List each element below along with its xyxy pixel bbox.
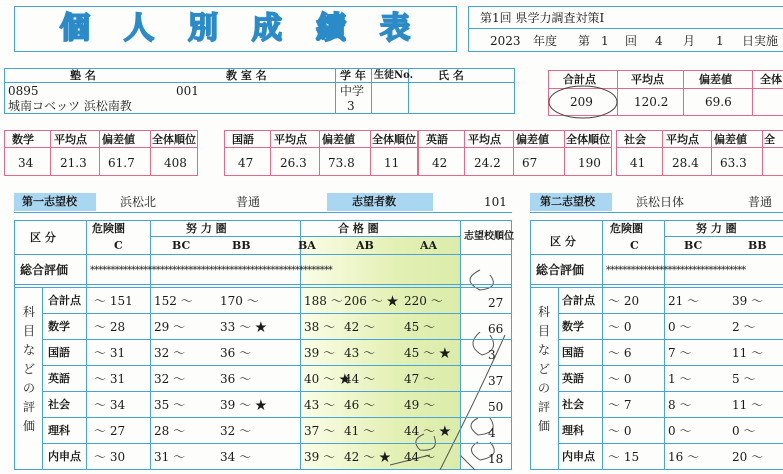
- choice1-bc-header: BC: [172, 239, 191, 252]
- choice1-cell-aa: 45 ～ ★: [404, 346, 451, 360]
- subject-rank: 11: [384, 156, 400, 170]
- choice2-row-name: 国語: [562, 346, 584, 359]
- subject-dev: 67: [522, 156, 538, 170]
- choice2-overall-label: 総合評価: [536, 263, 585, 277]
- choice1-cell-c: ～ 31: [94, 372, 126, 386]
- subject-name: 数学: [12, 133, 34, 146]
- subject-dev-header: 偏差値: [516, 133, 549, 146]
- test-name: 第1回 県学力調査対策Ⅰ: [480, 11, 605, 25]
- test-month: 4: [655, 34, 663, 48]
- choice1-cell-bc: 28 ～: [154, 424, 186, 438]
- test-day: 1: [716, 34, 724, 48]
- subject-avg: 24.2: [474, 156, 501, 170]
- choice1-rank-header: 志望校順位: [464, 231, 514, 242]
- subject-name: 英語: [426, 133, 448, 146]
- summary-avg-header: 平均点: [631, 73, 664, 86]
- subject-rank-header: 全: [764, 133, 775, 146]
- choice2-effort-header: 努 力 圏: [696, 222, 737, 235]
- choice1-cell-bc: 152 ～: [154, 294, 193, 308]
- student-room-header: 教 室 名: [226, 69, 267, 82]
- choice1-c-header: C: [114, 239, 123, 252]
- choice2-danger-header: 危険圏: [610, 222, 643, 235]
- choice1-cell-c: ～ 30: [94, 450, 126, 464]
- choice2-side-char: 目: [538, 324, 551, 338]
- choice2-side-char: ど: [538, 362, 551, 376]
- choice1-side-char: 評: [23, 400, 36, 414]
- choice1-cell-ba: 188 ～: [304, 294, 343, 308]
- subject-avg: 21.3: [60, 156, 87, 170]
- choice1-side-char: 目: [23, 324, 36, 338]
- choice2-cell-bc: 0 ～: [668, 424, 692, 438]
- choice1-cell-aa: 220 ～: [404, 294, 443, 308]
- choice1-school: 浜松北: [120, 195, 157, 209]
- subject-score: 41: [630, 156, 646, 170]
- choice1-ba-header: BA: [298, 239, 316, 252]
- choice1-cell-aa: 49 ～: [404, 398, 436, 412]
- choice1-cell-bb: 33 ～ ★: [220, 320, 267, 334]
- title-char-2: 人: [124, 11, 154, 46]
- choice1-rank: 4: [488, 426, 496, 440]
- title-char-4: 成: [252, 11, 282, 46]
- choice2-side-char: な: [538, 343, 551, 357]
- choice1-pass-header: 合 格 圏: [338, 222, 379, 235]
- choice2-row-name: 内申点: [562, 450, 595, 463]
- choice2-cell-c: ～ 20: [608, 294, 640, 308]
- choice1-rank: 18: [488, 452, 504, 466]
- choice2-school: 浜松日体: [636, 195, 685, 209]
- subject-rank-header: 全体順位: [566, 133, 610, 146]
- subject-avg-header: 平均点: [54, 133, 87, 146]
- test-kai: 回: [625, 34, 638, 48]
- choice1-cell-ab: 206 ～ ★: [344, 294, 399, 308]
- choice2-overall-stars: **********************************: [606, 265, 746, 276]
- choice1-side-char: な: [23, 343, 36, 357]
- subject-dev: 73.8: [328, 156, 355, 170]
- subject-score: 34: [18, 156, 34, 170]
- student-juku-header: 塾 名: [70, 69, 96, 82]
- subject-dev-header: 偏差値: [714, 133, 747, 146]
- title-char-1: 個: [60, 11, 90, 46]
- choice1-row-name: 社会: [48, 398, 70, 411]
- choice1-count: 101: [484, 195, 507, 209]
- choice1-cell-ba: 39 ～: [304, 346, 336, 360]
- choice1-row-name: 理科: [48, 424, 70, 437]
- choice1-rank: 66: [488, 322, 504, 336]
- choice1-overall-label: 総合評価: [20, 263, 69, 277]
- choice2-side-char: の: [538, 381, 551, 395]
- subject-avg-header: 平均点: [274, 133, 307, 146]
- student-room-code: 001: [176, 84, 199, 98]
- choice1-cell-c: ～ 34: [94, 398, 126, 412]
- choice2-side-char: 価: [538, 419, 551, 433]
- student-name-header: 氏 名: [438, 69, 464, 82]
- choice1-cell-ab: 42 ～: [344, 320, 376, 334]
- subject-dev-header: 偏差値: [322, 133, 355, 146]
- test-dai: 第: [578, 34, 591, 48]
- choice2-cell-c: ～ 0: [608, 372, 632, 386]
- choice1-side-char: ど: [23, 362, 36, 376]
- choice2-cell-bc: 8 ～: [668, 398, 692, 412]
- choice1-row-name: 英語: [48, 372, 70, 385]
- choice2-cell-bb: 20 ～: [732, 450, 764, 464]
- subject-dev: 61.7: [108, 156, 135, 170]
- subject-score: 42: [432, 156, 448, 170]
- choice2-row-name: 英語: [562, 372, 584, 385]
- choice1-label: 第一志望校: [22, 195, 77, 208]
- choice1-ab-header: AB: [356, 239, 374, 252]
- student-grade: 3: [347, 99, 355, 113]
- choice1-bb-header: BB: [232, 239, 251, 252]
- choice1-row-name: 数学: [48, 320, 70, 333]
- choice1-cell-bb: 39 ～ ★: [220, 398, 267, 412]
- choice1-cell-bb: 34 ～: [220, 450, 252, 464]
- choice2-side-char: 科: [538, 305, 551, 319]
- choice2-cell-bc: 21 ～: [668, 294, 700, 308]
- choice1-effort-header: 努 力 圏: [186, 222, 227, 235]
- choice1-cell-bc: 32 ～: [154, 372, 186, 386]
- subject-rank-header: 全体順位: [152, 133, 196, 146]
- choice2-row-name: 合計点: [562, 294, 595, 307]
- choice1-cell-bb: 32 ～: [220, 424, 252, 438]
- choice2-cell-bb: 11 ～: [732, 398, 764, 412]
- choice2-row-name: 理科: [562, 424, 584, 437]
- choice2-cell-bb: 5 ～: [732, 372, 756, 386]
- summary-total-header: 合計点: [563, 73, 596, 86]
- test-month-label: 月: [683, 34, 696, 48]
- choice1-cell-bc: 32 ～: [154, 346, 186, 360]
- choice1-rank: 3: [488, 348, 496, 362]
- summary-rank-header: 全体: [760, 73, 782, 86]
- summary-dev-header: 偏差値: [699, 73, 732, 86]
- choice2-cell-c: ～ 0: [608, 424, 632, 438]
- choice1-cell-ab: 43 ～: [344, 346, 376, 360]
- subject-score: 47: [238, 156, 254, 170]
- student-no-header: 生徒No.: [374, 70, 414, 81]
- choice1-course: 普通: [236, 195, 261, 209]
- subject-dev: 63.3: [720, 156, 747, 170]
- choice1-side-char: 価: [23, 419, 36, 433]
- choice1-count-label: 志望者数: [352, 195, 396, 208]
- choice2-cell-bb: 11 ～: [732, 346, 764, 360]
- student-code: 0895: [8, 84, 39, 98]
- choice1-cell-ba: 39 ～: [304, 450, 336, 464]
- choice2-cell-bc: 7 ～: [668, 346, 692, 360]
- subject-avg-header: 平均点: [468, 133, 501, 146]
- choice1-cell-ab: 44 ～: [344, 372, 376, 386]
- choice1-cell-bc: 31 ～: [154, 450, 186, 464]
- choice2-cell-c: ～ 6: [608, 346, 632, 360]
- choice1-cell-bb: 170 ～: [220, 294, 259, 308]
- subject-name: 社会: [624, 133, 646, 146]
- choice1-kubun-header: 区 分: [30, 231, 56, 244]
- summary-avg: 120.2: [634, 95, 669, 109]
- choice2-side-char: 評: [538, 400, 551, 414]
- choice1-cell-c: ～ 27: [94, 424, 126, 438]
- choice2-row-name: 数学: [562, 320, 584, 333]
- choice2-bc-header: BC: [684, 239, 703, 252]
- student-juku-name: 城南コベッツ 浜松南教: [8, 99, 132, 113]
- choice1-rank: 50: [488, 400, 504, 414]
- choice2-cell-c: ～ 0: [608, 320, 632, 334]
- choice1-row-name: 国語: [48, 346, 70, 359]
- subject-rank: 408: [164, 156, 187, 170]
- choice2-cell-bb: 0 ～: [732, 424, 756, 438]
- subject-avg: 26.3: [280, 156, 307, 170]
- choice1-row-name: 内申点: [48, 450, 81, 463]
- choice2-cell-c: ～ 15: [608, 450, 640, 464]
- choice2-cell-bc: 0 ～: [668, 320, 692, 334]
- choice1-cell-ba: 40 ～ ★: [304, 372, 351, 386]
- choice2-cell-bc: 1 ～: [668, 372, 692, 386]
- choice2-course: 普通: [748, 195, 773, 209]
- choice2-cell-bb: 39 ～: [732, 294, 764, 308]
- subject-rank-header: 全体順位: [372, 133, 416, 146]
- subject-name: 国語: [232, 133, 254, 146]
- choice1-row-name: 合計点: [48, 294, 81, 307]
- title-char-3: 別: [188, 11, 218, 46]
- choice1-cell-c: ～ 151: [94, 294, 133, 308]
- test-day-label: 日実施: [742, 34, 779, 48]
- choice2-c-header: C: [630, 239, 639, 252]
- choice1-cell-ab: 42 ～ ★: [344, 450, 391, 464]
- choice1-cell-ab: 46 ～: [344, 398, 376, 412]
- choice1-cell-aa: 45 ～: [404, 320, 436, 334]
- choice1-aa-header: AA: [420, 239, 438, 252]
- summary-dev: 69.6: [705, 95, 732, 109]
- choice1-side-char: 科: [23, 305, 36, 319]
- choice1-cell-aa: 44 ～: [404, 450, 436, 464]
- choice1-cell-bc: 29 ～: [154, 320, 186, 334]
- choice1-overall-stars: ***********************************************************: [90, 265, 332, 276]
- test-nendo: 年度: [533, 34, 558, 48]
- title-char-6: 表: [380, 11, 410, 46]
- choice2-cell-bb: 2 ～: [732, 320, 756, 334]
- choice1-cell-bb: 36 ～: [220, 346, 252, 360]
- choice2-label: 第二志望校: [540, 195, 595, 208]
- choice1-cell-bc: 35 ～: [154, 398, 186, 412]
- choice2-cell-c: ～ 7: [608, 398, 632, 412]
- student-grade-level: 中学: [340, 84, 365, 98]
- choice1-cell-ba: 38 ～: [304, 320, 336, 334]
- choice1-cell-ba: 37 ～: [304, 424, 336, 438]
- subject-avg-header: 平均点: [666, 133, 699, 146]
- choice1-cell-bb: 36 ～: [220, 372, 252, 386]
- subject-avg: 28.4: [672, 156, 699, 170]
- subject-dev-header: 偏差値: [102, 133, 135, 146]
- choice1-cell-c: ～ 28: [94, 320, 126, 334]
- choice1-cell-ab: 41 ～: [344, 424, 376, 438]
- choice1-rank: 37: [488, 374, 504, 388]
- choice2-kubun-header: 区 分: [550, 235, 576, 248]
- choice2-cell-bc: 16 ～: [668, 450, 700, 464]
- choice2-row-name: 社会: [562, 398, 584, 411]
- choice1-cell-ba: 43 ～: [304, 398, 336, 412]
- test-dai-num: 1: [601, 34, 609, 48]
- choice1-danger-header: 危険圏: [92, 222, 125, 235]
- choice1-rank: 27: [488, 296, 504, 310]
- choice1-cell-aa: 44 ～ ★: [404, 424, 451, 438]
- summary-total: 209: [570, 95, 593, 109]
- handwritten-circle: [545, 80, 625, 120]
- choice1-cell-c: ～ 31: [94, 346, 126, 360]
- choice2-bb-header: BB: [748, 239, 767, 252]
- title-char-5: 績: [316, 11, 346, 46]
- test-year: 2023: [490, 34, 521, 48]
- choice1-side-char: の: [23, 381, 36, 395]
- choice1-cell-aa: 47 ～: [404, 372, 436, 386]
- student-grade-header: 学 年: [340, 69, 366, 82]
- subject-rank: 190: [578, 156, 601, 170]
